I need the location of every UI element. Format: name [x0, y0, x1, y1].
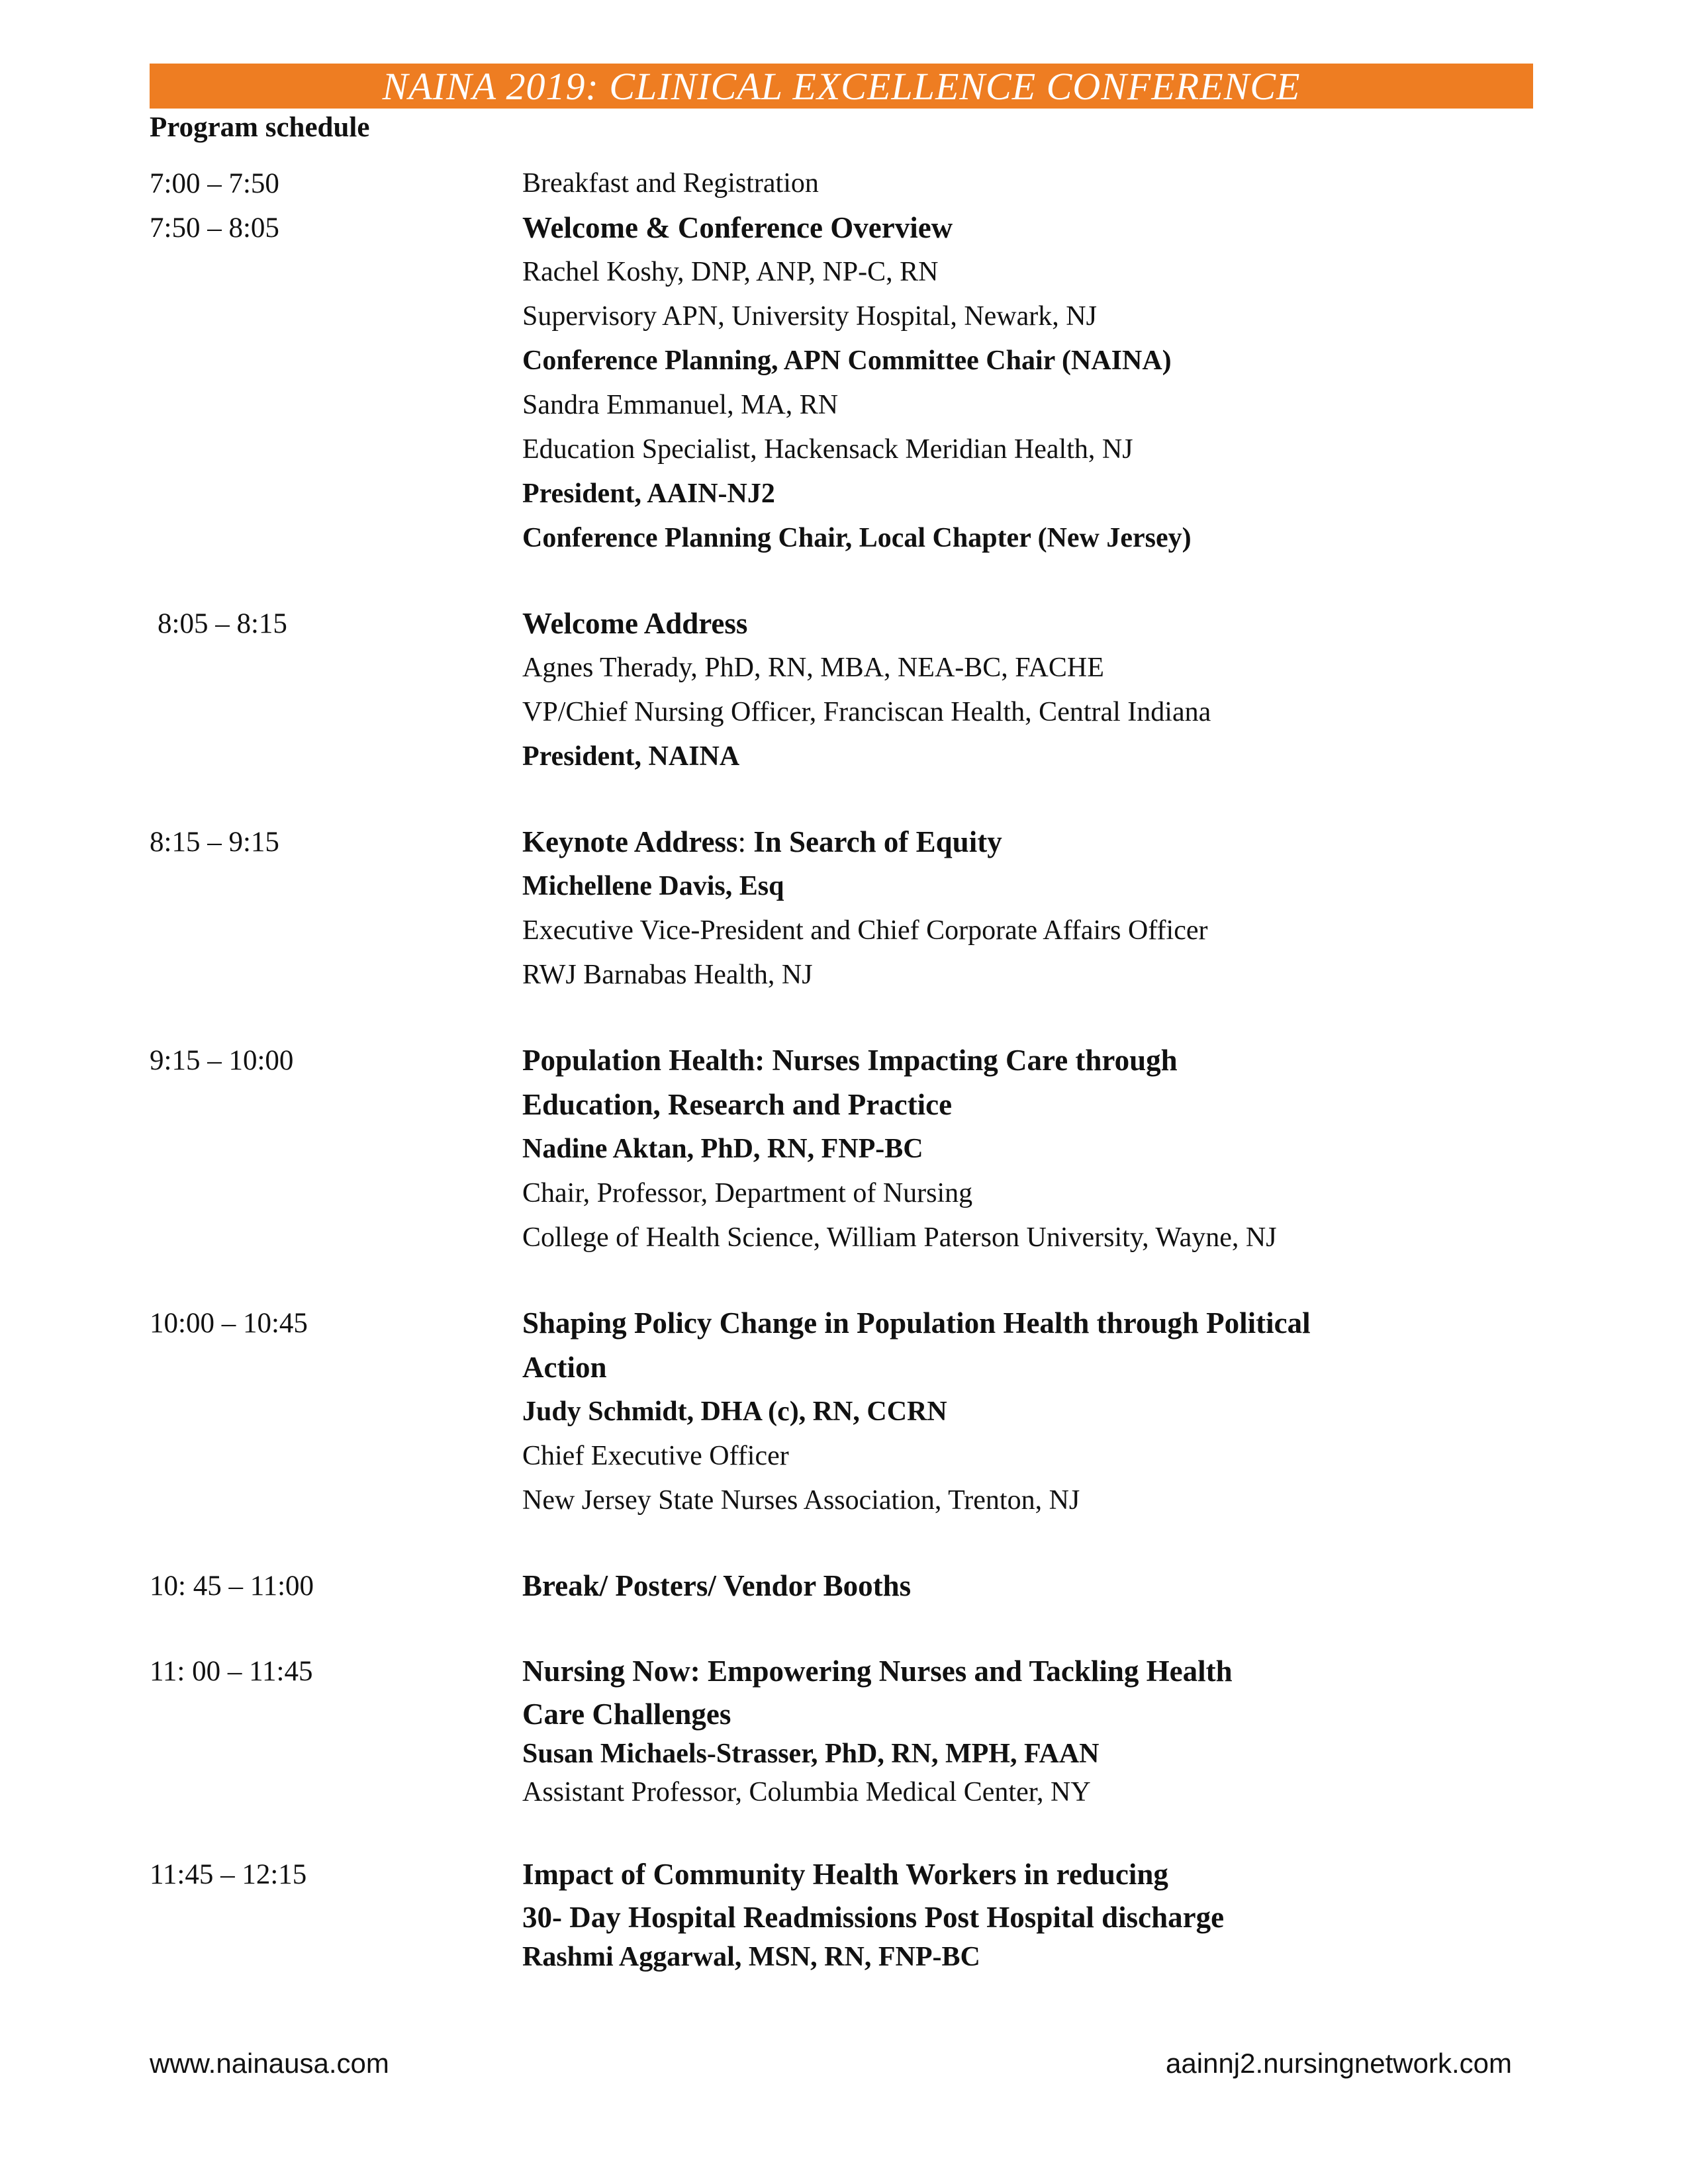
session-title: Shaping Policy Change in Population Health through Political [522, 1306, 1311, 1340]
schedule-item [150, 602, 1540, 779]
speaker-affiliation: RWJ Barnabas Health, NJ [522, 960, 813, 990]
speaker-affiliation: New Jersey State Nurses Association, Trenton, NJ [522, 1485, 1080, 1516]
schedule-item [150, 206, 1540, 561]
session-title: Population Health: Nurses Impacting Care through [522, 1044, 1178, 1077]
program-schedule-heading: Program schedule [150, 112, 370, 143]
session-time: 7:00 – 7:50 [150, 168, 279, 199]
schedule-item [150, 1564, 1540, 1608]
session-title [522, 820, 1540, 864]
speaker-name: Susan Michaels-Strasser, PhD, RN, MPH, FAAN [522, 1739, 1100, 1769]
session-time: 11:45 – 12:15 [150, 1859, 307, 1890]
session-title: 30- Day Hospital Readmissions Post Hospital discharge [522, 1901, 1225, 1934]
session-title: Welcome & Conference Overview [522, 211, 953, 244]
session-title: Welcome Address [522, 607, 748, 640]
speaker-affiliation: Executive Vice-President and Chief Corporate Affairs Officer [522, 915, 1208, 946]
schedule-item [150, 1038, 1540, 1260]
speaker-role: Conference Planning, APN Committee Chair (NAINA) [522, 345, 1172, 376]
speaker-affiliation: Education Specialist, Hackensack Meridian Health, NJ [522, 434, 1133, 465]
speaker-name: Michellene Davis, Esq [522, 871, 784, 901]
schedule-item [150, 1301, 1540, 1523]
speaker-name: Judy Schmidt, DHA (c), RN, CCRN [522, 1396, 947, 1427]
session-time: 10: 45 – 11:00 [150, 1570, 314, 1602]
speaker-affiliation: Supervisory APN, University Hospital, Newark, NJ [522, 301, 1097, 332]
session-time: 7:50 – 8:05 [150, 212, 279, 244]
session-title: Breakfast and Registration [522, 168, 819, 199]
session-time: 11: 00 – 11:45 [150, 1656, 313, 1687]
session-title: Education, Research and Practice [522, 1088, 953, 1121]
session-time: 8:15 – 9:15 [150, 827, 279, 858]
website-link-naina[interactable]: www.nainausa.com [150, 2048, 389, 2079]
speaker-name: Rachel Koshy, DNP, ANP, NP-C, RN [522, 257, 939, 287]
speaker-name: Sandra Emmanuel, MA, RN [522, 390, 839, 420]
schedule-item [150, 1852, 1540, 1976]
speaker-affiliation: College of Health Science, William Paterson University, Wayne, NJ [522, 1222, 1277, 1253]
session-title-label: Keynote Address [522, 825, 738, 858]
title-separator: : [737, 825, 754, 858]
speaker-role: President, AAIN-NJ2 [522, 478, 775, 509]
speaker-name: Nadine Aktan, PhD, RN, FNP-BC [522, 1134, 923, 1164]
speaker-affiliation: VP/Chief Nursing Officer, Franciscan Health, Central Indiana [522, 697, 1211, 727]
session-title: Break/ Posters/ Vendor Booths [522, 1569, 912, 1602]
speaker-role: Conference Planning Chair, Local Chapter (New Jersey) [522, 523, 1192, 553]
schedule-item [150, 820, 1540, 997]
session-time: 8:05 – 8:15 [158, 608, 287, 639]
session-title: Nursing Now: Empowering Nurses and Tackling Health [522, 1655, 1233, 1688]
speaker-affiliation: Chair, Professor, Department of Nursing [522, 1178, 973, 1208]
session-title: Action [522, 1351, 607, 1384]
schedule-list [150, 161, 1540, 1976]
website-link-aainnj2[interactable]: aainnj2.nursingnetwork.com [1166, 2048, 1512, 2079]
session-title: Impact of Community Health Workers in reducing [522, 1858, 1168, 1891]
speaker-role: President, NAINA [522, 741, 740, 772]
session-title: Care Challenges [522, 1698, 731, 1731]
session-title-topic: In Search of Equity [753, 825, 1002, 858]
schedule-item [150, 161, 1540, 206]
schedule-item [150, 1649, 1540, 1811]
session-time: 10:00 – 10:45 [150, 1308, 308, 1339]
speaker-affiliation: Assistant Professor, Columbia Medical Center, NY [522, 1777, 1091, 1807]
conference-title-banner: NAINA 2019: CLINICAL EXCELLENCE CONFERENCE [150, 64, 1533, 109]
speaker-name: Agnes Therady, PhD, RN, MBA, NEA-BC, FACHE [522, 653, 1104, 683]
speaker-name: Rashmi Aggarwal, MSN, RN, FNP-BC [522, 1942, 980, 1972]
session-time: 9:15 – 10:00 [150, 1045, 294, 1076]
speaker-affiliation: Chief Executive Officer [522, 1441, 789, 1471]
